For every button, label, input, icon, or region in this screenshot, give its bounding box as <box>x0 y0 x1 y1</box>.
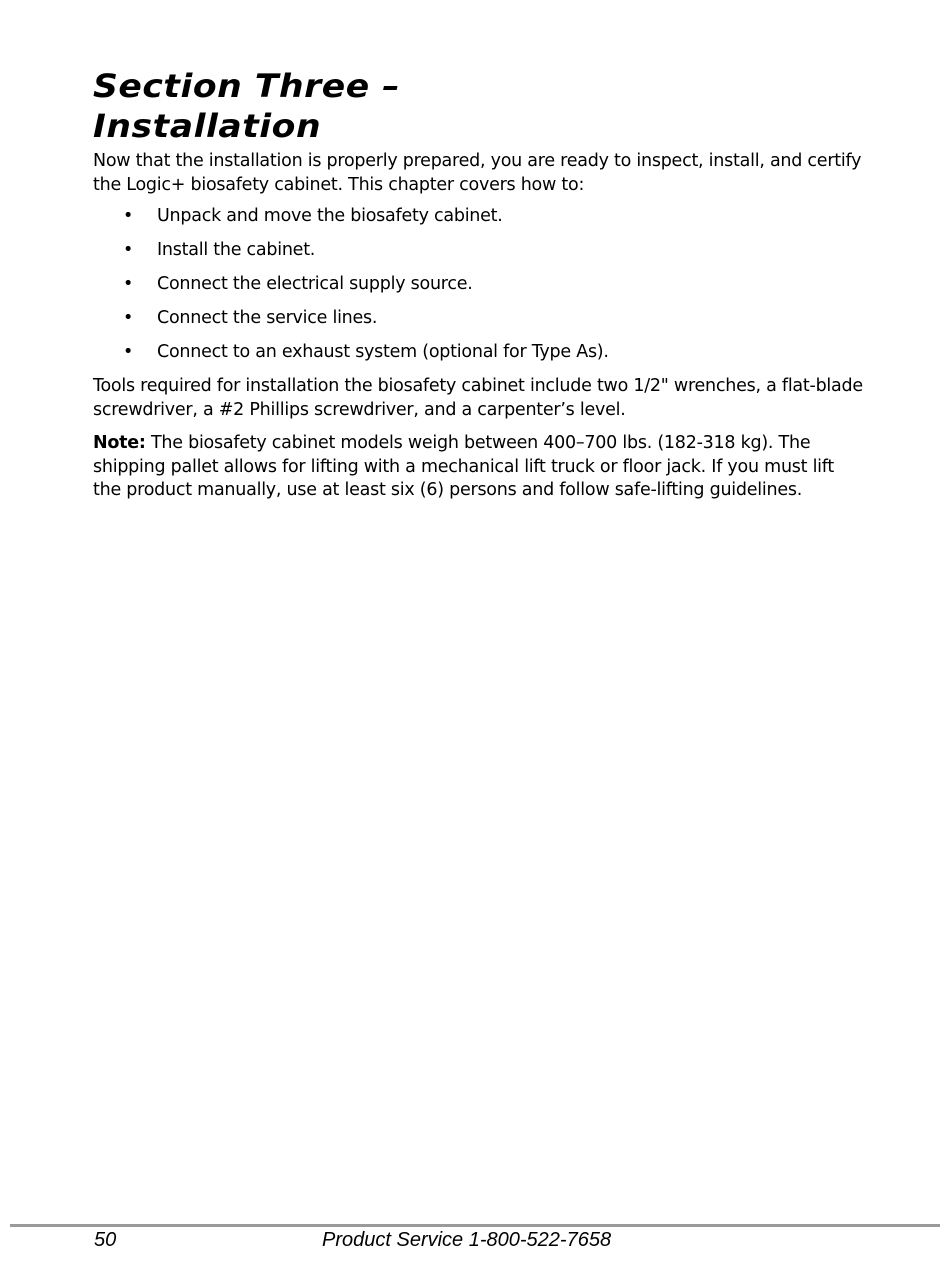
list-item-text: Install the cabinet. <box>157 240 316 260</box>
list-item-text: Connect to an exhaust system (optional for Type As). <box>157 342 609 362</box>
list-item <box>93 307 863 331</box>
page-footer <box>0 1228 950 1252</box>
list-item <box>93 239 863 263</box>
note-label: Note: <box>93 433 146 453</box>
product-service-phone: Product Service 1-800-522-7658 <box>322 1229 612 1251</box>
list-item-text: Unpack and move the biosafety cabinet. <box>157 206 503 226</box>
bullet-icon: • <box>123 308 134 328</box>
bullet-icon: • <box>123 274 134 294</box>
section-title-line2: Installation <box>93 107 322 145</box>
tools-paragraph: Tools required for installation the biosafety cabinet include two 1/2" wrenches, a flat-blade screwdriver, a #2 Phillips screwdriver, and a carpenter’s level. <box>93 376 863 420</box>
page-content <box>93 66 863 503</box>
list-item <box>93 273 863 297</box>
list-item-text: Connect the service lines. <box>157 308 378 328</box>
intro-paragraph: Now that the installation is properly prepared, you are ready to inspect, install, and certify the Logic+ biosafety cabinet. This chapter covers how to: <box>93 151 862 195</box>
footer-divider <box>10 1224 940 1227</box>
bullet-icon: • <box>123 240 134 260</box>
section-title <box>93 66 503 146</box>
note-paragraph <box>93 432 863 503</box>
section-title-line1: Section Three – <box>93 67 401 105</box>
bullet-icon: • <box>123 206 134 226</box>
list-item <box>93 341 863 365</box>
note-text: The biosafety cabinet models weigh between 400–700 lbs. (182-318 kg). The shipping pallet allows for lifting with a mechanical lift truck or floor jack. If you must lift the product manually, use at least six (6) persons and follow safe-lifting guidelines. <box>93 433 835 500</box>
list-item-text: Connect the electrical supply source. <box>157 274 473 294</box>
bullet-icon: • <box>123 342 134 362</box>
bullet-list <box>93 205 863 365</box>
page-number: 50 <box>94 1229 117 1251</box>
list-item <box>93 205 863 229</box>
